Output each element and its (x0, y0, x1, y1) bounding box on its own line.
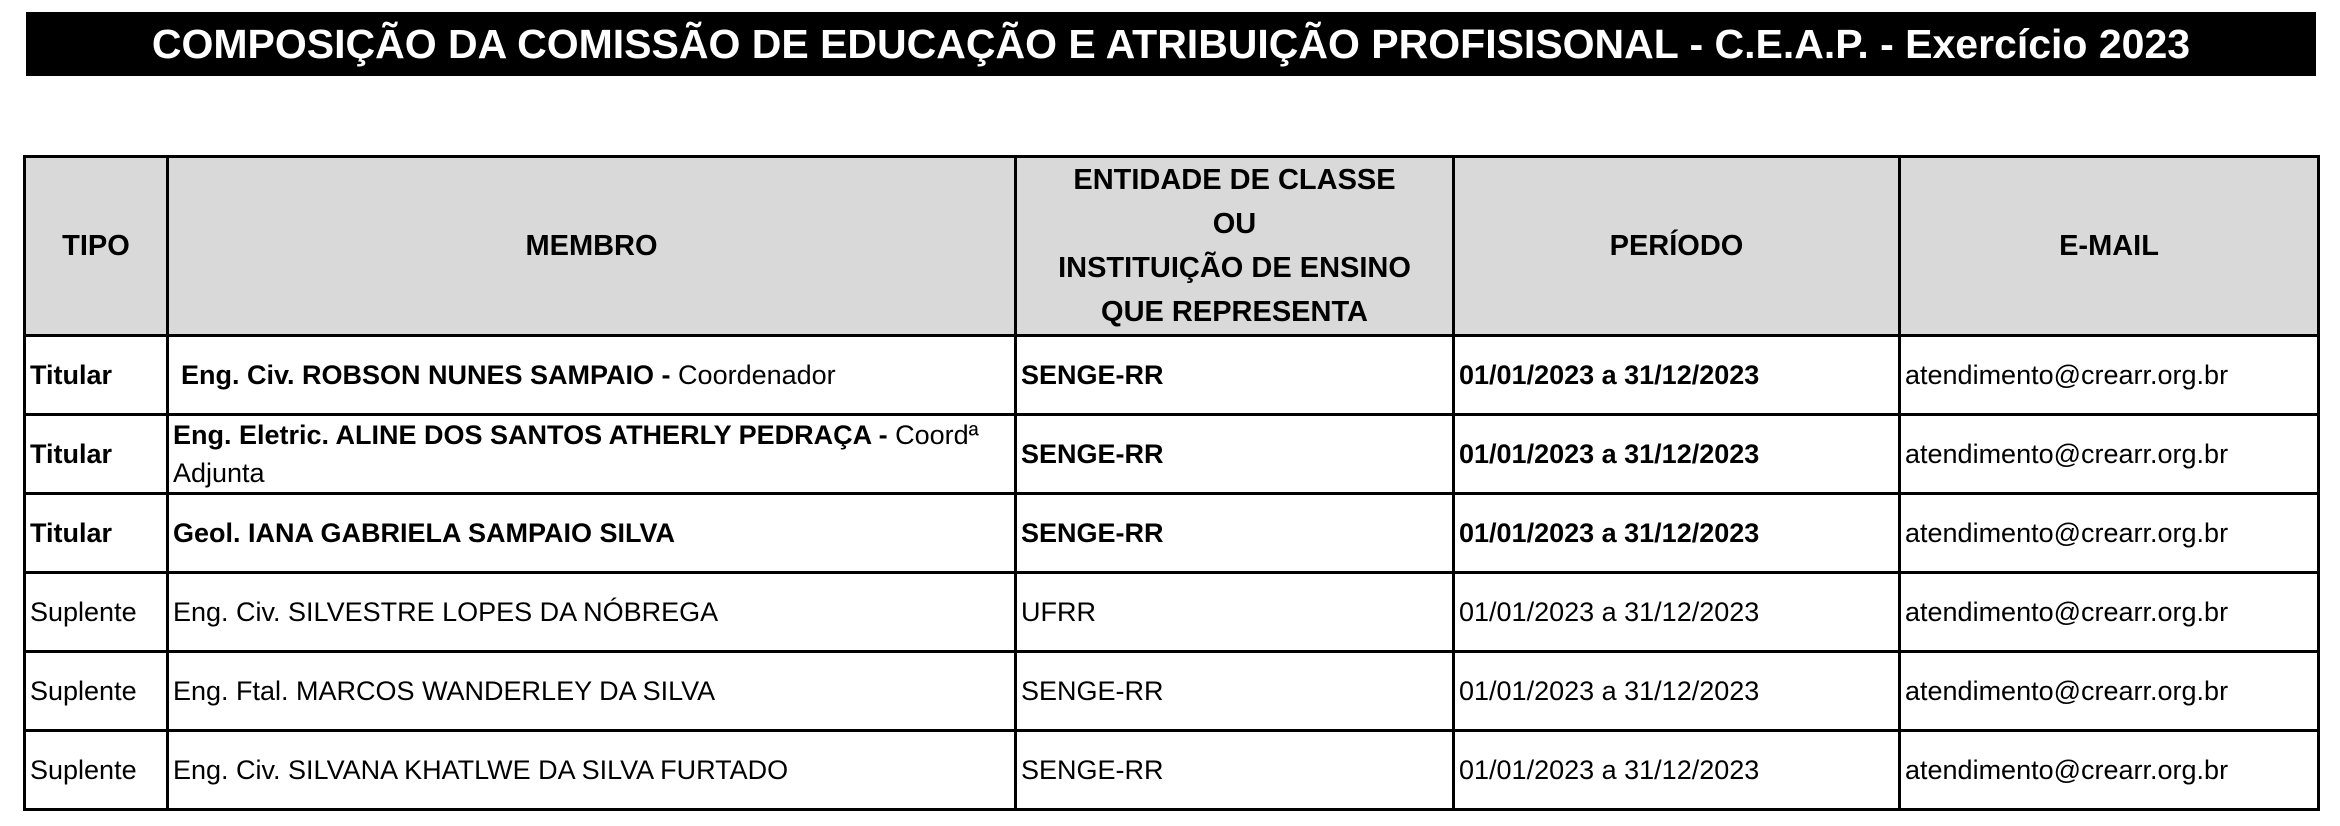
email-cell: atendimento@crearr.org.br (1900, 415, 2319, 494)
table-row (25, 336, 2319, 415)
header-entidade-line: QUE REPRESENTA (1101, 296, 1368, 328)
entidade-cell: SENGE-RR (1016, 731, 1454, 810)
header-periodo: PERÍODO (1454, 157, 1900, 336)
header-email: E-MAIL (1900, 157, 2319, 336)
table-row (25, 494, 2319, 573)
header-membro: MEMBRO (168, 157, 1016, 336)
entidade-cell: SENGE-RR (1016, 494, 1454, 573)
membro-cell (168, 494, 1016, 573)
email-cell: atendimento@crearr.org.br (1900, 336, 2319, 415)
membro-cell (168, 731, 1016, 810)
header-entidade-line: OU (1212, 208, 1257, 240)
membro-cell (168, 415, 1016, 494)
membro-name: Eng. Eletric. ALINE DOS SANTOS ATHERLY PEDRAÇA - (173, 420, 888, 450)
header-tipo: TIPO (25, 157, 168, 336)
periodo-cell: 01/01/2023 a 31/12/2023 (1454, 336, 1900, 415)
table-header-row (25, 157, 2319, 336)
membro-name: Eng. Ftal. MARCOS WANDERLEY DA SILVA (173, 676, 716, 706)
header-entidade-line: INSTITUIÇÃO DE ENSINO (1058, 252, 1411, 284)
periodo-cell: 01/01/2023 a 31/12/2023 (1454, 415, 1900, 494)
periodo-cell: 01/01/2023 a 31/12/2023 (1454, 731, 1900, 810)
membro-role: Coordenador (670, 360, 836, 390)
email-cell: atendimento@crearr.org.br (1900, 731, 2319, 810)
tipo-cell: Suplente (25, 652, 168, 731)
email-cell: atendimento@crearr.org.br (1900, 652, 2319, 731)
tipo-cell: Suplente (25, 573, 168, 652)
tipo-cell: Suplente (25, 731, 168, 810)
tipo-cell: Titular (25, 336, 168, 415)
table-row (25, 652, 2319, 731)
entidade-cell: SENGE-RR (1016, 336, 1454, 415)
entidade-cell: UFRR (1016, 573, 1454, 652)
tipo-cell: Titular (25, 494, 168, 573)
header-entidade-line: ENTIDADE DE CLASSE (1073, 164, 1396, 196)
email-cell: atendimento@crearr.org.br (1900, 573, 2319, 652)
tipo-cell: Titular (25, 415, 168, 494)
entidade-cell: SENGE-RR (1016, 415, 1454, 494)
table-row (25, 731, 2319, 810)
table-row (25, 415, 2319, 494)
membro-cell (168, 336, 1016, 415)
entidade-cell: SENGE-RR (1016, 652, 1454, 731)
table-row (25, 573, 2319, 652)
membro-role: Coordª Adjunta (173, 420, 979, 488)
membro-cell (168, 573, 1016, 652)
membro-name: Eng. Civ. ROBSON NUNES SAMPAIO - (181, 360, 671, 390)
membro-name: Geol. IANA GABRIELA SAMPAIO SILVA (173, 518, 676, 548)
membro-name: Eng. Civ. SILVESTRE LOPES DA NÓBREGA (173, 597, 719, 627)
page-title: COMPOSIÇÃO DA COMISSÃO DE EDUCAÇÃO E ATRIBUIÇÃO PROFISISONAL - C.E.A.P. - Exercício 2023 (26, 12, 2316, 76)
email-cell: atendimento@crearr.org.br (1900, 494, 2319, 573)
periodo-cell: 01/01/2023 a 31/12/2023 (1454, 494, 1900, 573)
membro-name: Eng. Civ. SILVANA KHATLWE DA SILVA FURTADO (173, 755, 789, 785)
periodo-cell: 01/01/2023 a 31/12/2023 (1454, 652, 1900, 731)
periodo-cell: 01/01/2023 a 31/12/2023 (1454, 573, 1900, 652)
header-entidade (1016, 157, 1454, 336)
membro-cell (168, 652, 1016, 731)
commission-table (23, 155, 2320, 811)
